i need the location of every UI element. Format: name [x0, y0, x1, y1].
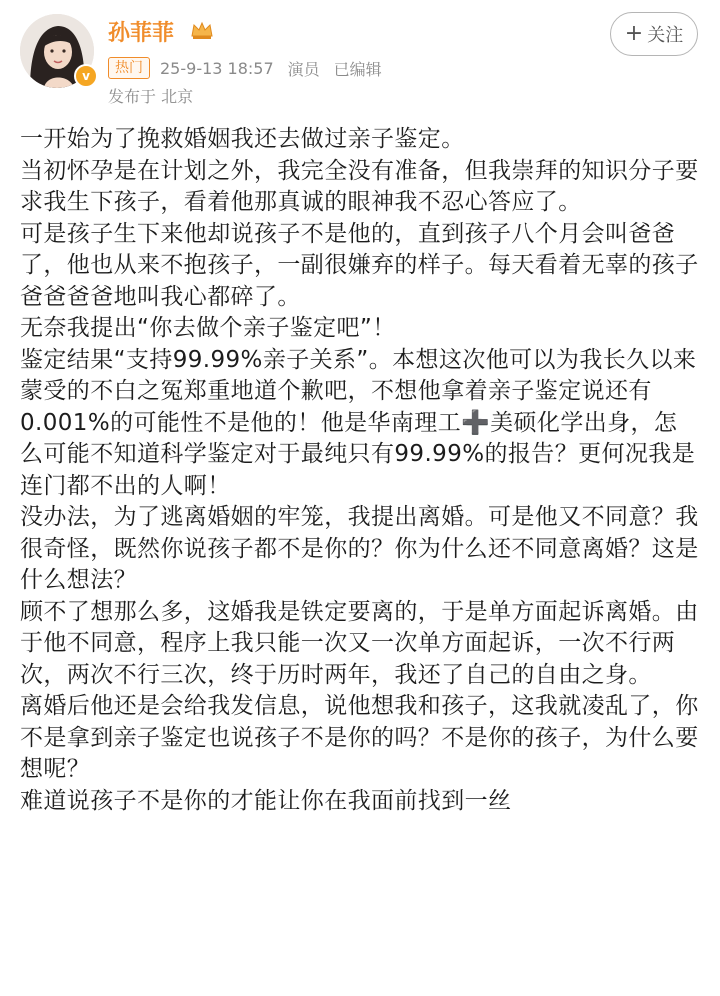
hot-tag: 热门	[108, 57, 150, 79]
post-datetime: 25-9-13 18:57	[160, 58, 274, 78]
post-header	[0, 0, 720, 120]
post-paragraph: 当初怀孕是在计划之外，我完全没有准备，但我崇拜的知识分子要求我生下孩子，看着他那真诚的眼神我不忍心答应了。	[20, 157, 699, 215]
follow-label: 关注	[647, 25, 684, 46]
post-paragraph: 离婚后他还是会给我发信息，说他想我和孩子，这我就凌乱了，你不是拿到亲子鉴定也说孩子不是你的吗？不是你的孩子，为什么要想呢？	[20, 693, 699, 782]
verified-badge-icon: v	[74, 64, 98, 88]
post-paragraph: 鉴定结果“支持99.99%亲子关系”。本想这次他可以为我长久以来蒙受的不白之冤郑重地道个歉吧，不想他拿着亲子鉴定说还有0.001%的可能性不是他的！他是华南理工➕美硕化学出身，怎么可能不知道科学鉴定对于最纯只有99.99%的报告？更何况我是连门都不出的人啊！	[20, 346, 697, 499]
follow-button[interactable]	[610, 12, 698, 56]
text-fade-overlay	[520, 958, 720, 996]
post-paragraph: 无奈我提出“你去做个亲子鉴定吧”！	[20, 315, 396, 341]
plus-icon: +	[624, 21, 644, 46]
post-paragraph: 顾不了想那么多，这婚我是铁定要离的，于是单方面起诉离婚。由于他不同意，程序上我只能一次又一次单方面起诉，一次不行两次，两次不行三次，终于历时两年，我还了自己的自由之身。	[20, 598, 699, 688]
post-paragraph: 一开始为了挽救婚姻我还去做过亲子鉴定。	[20, 126, 465, 152]
username[interactable]: 孙菲菲	[108, 21, 175, 46]
post-paragraph: 难道说孩子不是你的才能让你在我面前找到一丝	[20, 787, 512, 814]
crown-icon	[190, 20, 214, 40]
post-paragraph: 可是孩子生下来他却说孩子不是他的，直到孩子八个月会叫爸爸了，他也从来不抱孩子，一副很嫌弃的样子。每天看着无辜的孩子爸爸爸爸地叫我心都碎了。	[20, 220, 699, 310]
post-body	[20, 124, 700, 992]
post-paragraph: 没办法，为了逃离婚姻的牢笼，我提出离婚。可是他又不同意？我很奇怪，既然你说孩子都不是你的？你为什么还不同意离婚？这是什么想法？	[20, 504, 699, 593]
post-location: 发布于 北京	[108, 87, 194, 106]
user-role: 演员	[287, 59, 320, 79]
edited-label[interactable]: 已编辑	[333, 59, 382, 79]
post-meta	[108, 56, 382, 80]
